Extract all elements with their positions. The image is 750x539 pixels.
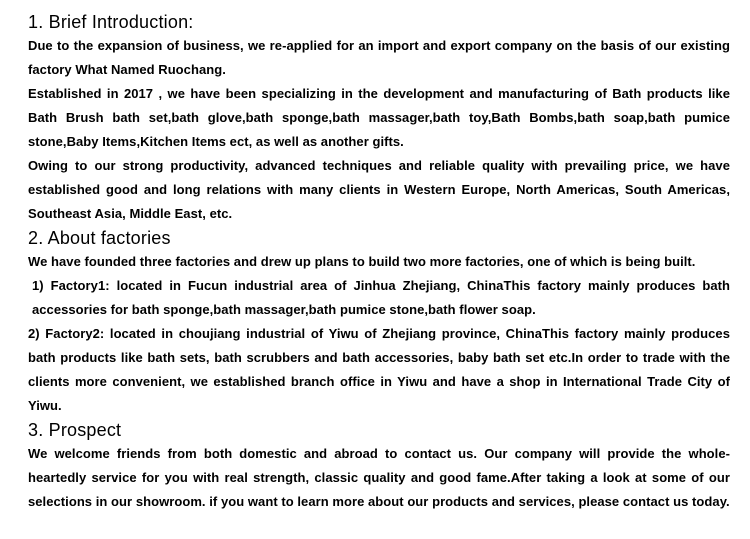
factories-paragraph-overview: We have founded three factories and drew up plans to build two more factories, one of which is being built.	[28, 254, 696, 269]
intro-paragraph-established: Established in 2017 , we have been specializing in the development and manufacturing of Bath products like Bath Brush bath set,bath glove,bath sponge,bath massager,bath toy,Bath Bombs,bath soap,bath pumice stone,Baby Items,Kitchen Items ect, as well as another gifts.	[28, 86, 730, 149]
section-heading-prospect: 3. Prospect	[28, 420, 122, 440]
section-heading-factories: 2. About factories	[28, 228, 171, 248]
intro-paragraph-productivity: Owing to our strong productivity, advanced techniques and reliable quality with prevailing price, we have established good and long relations with many clients in Western Europe, North Americas, South Americas, Southeast Asia, Middle East, etc.	[28, 158, 730, 221]
prospect-paragraph: We welcome friends from both domestic and abroad to contact us. Our company will provide the whole-heartedly service for you with real strength, classic quality and good fame.After taking a look at some of our selections in our showroom. if you want to learn more about our products and services, please contact us today.	[28, 446, 730, 509]
factories-paragraph-factory2: 2) Factory2: located in choujiang industrial of Yiwu of Zhejiang province, ChinaThis factory mainly produces bath products like bath sets, bath scrubbers and bath accessories, baby bath set etc.In order to trade with the clients more convenient, we established branch office in Yiwu and have a shop in International Trade City of Yiwu.	[28, 326, 730, 413]
intro-paragraph-expansion: Due to the expansion of business, we re-applied for an import and export company on the basis of our existing factory What Named Ruochang.	[28, 38, 730, 77]
section-heading-introduction: 1. Brief Introduction:	[28, 12, 194, 32]
factories-paragraph-factory1: 1) Factory1: located in Fucun industrial area of Jinhua Zhejiang, ChinaThis factory mainly produces bath accessories for bath sponge,bath massager,bath pumice stone,bath flower soap.	[32, 278, 730, 317]
